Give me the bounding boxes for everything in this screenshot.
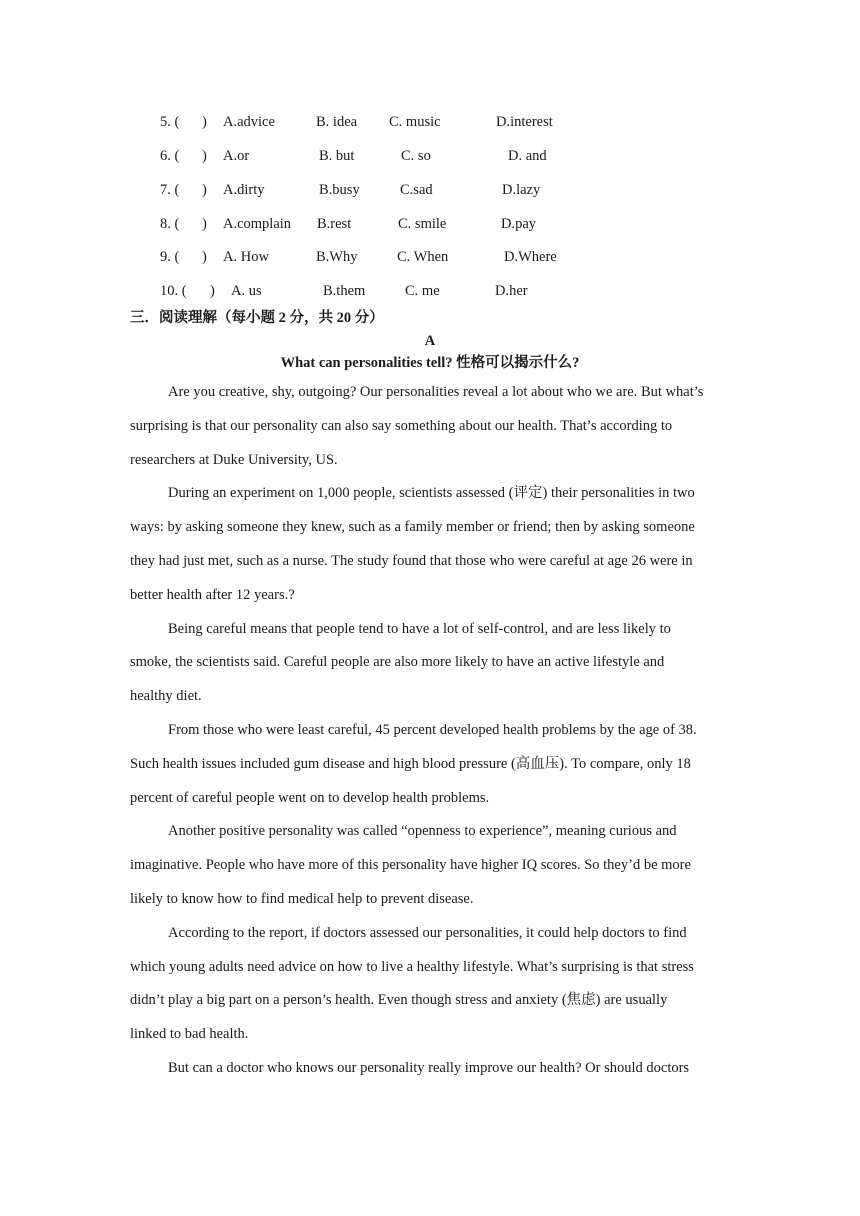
passage-line: likely to know how to find medical help to prevent disease. <box>130 891 474 907</box>
option-c: C. smile <box>398 216 447 232</box>
passage-line: which young adults need advice on how to live a healthy lifestyle. What’s surprising is that stress <box>130 959 694 975</box>
passage-line: healthy diet. <box>130 688 202 704</box>
passage-line: Being careful means that people tend to have a lot of self-control, and are less likely to <box>168 621 671 637</box>
passage-line: percent of careful people went on to develop health problems. <box>130 790 490 806</box>
answer-paren: ) <box>210 283 215 299</box>
option-c: C. so <box>401 148 431 164</box>
option-b: B.Why <box>316 249 358 265</box>
option-b: B. idea <box>316 114 358 130</box>
option-a: A.dirty <box>223 182 265 198</box>
option-c: C. music <box>389 114 441 130</box>
option-a: A. us <box>231 283 262 299</box>
question-number: 10. ( <box>160 283 187 299</box>
answer-paren: ) <box>202 216 207 232</box>
option-a: A. How <box>223 249 269 265</box>
passage-line: But can a doctor who knows our personality really improve our health? Or should doctors <box>168 1060 690 1076</box>
question-number: 6. ( <box>160 148 180 164</box>
option-d: D. and <box>508 148 547 164</box>
option-d: D.pay <box>501 216 537 232</box>
option-d: D.interest <box>496 114 553 130</box>
option-b: B.rest <box>317 216 352 232</box>
option-b: B. but <box>319 148 355 164</box>
option-b: B.them <box>323 283 366 299</box>
passage-line: didn’t play a big part on a person’s health. Even though stress and anxiety (焦虑) are usually <box>130 992 668 1008</box>
passage-line: smoke, the scientists said. Careful people are also more likely to have an active lifestyle and <box>130 654 665 670</box>
passage-title: What can personalities tell? 性格可以揭示什么? <box>280 355 580 371</box>
option-a: A.complain <box>223 216 292 232</box>
answer-paren: ) <box>202 182 207 198</box>
option-a: A.or <box>223 148 250 164</box>
answer-paren: ) <box>202 148 207 164</box>
section-heading: 三．阅读理解（每小题 2 分，共 20 分） <box>130 310 384 326</box>
option-d: D.her <box>495 283 528 299</box>
passage-line: linked to bad health. <box>130 1026 249 1042</box>
passage-label: A <box>424 333 436 349</box>
option-c: C. me <box>405 283 440 299</box>
answer-paren: ) <box>202 114 207 130</box>
passage-line: researchers at Duke University, US. <box>130 452 338 468</box>
answer-paren: ) <box>202 249 207 265</box>
passage-line: From those who were least careful, 45 percent developed health problems by the age of 38. <box>168 722 697 738</box>
question-number: 7. ( <box>160 182 180 198</box>
passage-line: Are you creative, shy, outgoing? Our personalities reveal a lot about who we are. But what’s <box>168 384 704 400</box>
passage-line: According to the report, if doctors assessed our personalities, it could help doctors to find <box>168 925 687 941</box>
passage-line: ways: by asking someone they knew, such as a family member or friend; then by asking someone <box>130 519 695 535</box>
passage-line: imaginative. People who have more of this personality have higher IQ scores. So they’d be more <box>130 857 691 873</box>
question-number: 9. ( <box>160 249 180 265</box>
option-d: D.lazy <box>502 182 541 198</box>
option-b: B.busy <box>319 182 360 198</box>
passage-line: Such health issues included gum disease and high blood pressure (高血压). To compare, only 18 <box>130 756 691 772</box>
option-c: C. When <box>397 249 449 265</box>
passage-line: they had just met, such as a nurse. The study found that those who were careful at age 26 were in <box>130 553 693 569</box>
option-d: D.Where <box>504 249 557 265</box>
passage-line: During an experiment on 1,000 people, scientists assessed (评定) their personalities in two <box>168 485 695 501</box>
question-number: 8. ( <box>160 216 180 232</box>
passage-line: surprising is that our personality can also say something about our health. That’s according to <box>130 418 673 434</box>
question-number: 5. ( <box>160 114 180 130</box>
passage-line: Another positive personality was called “openness to experience”, meaning curious and <box>168 823 677 839</box>
passage-line: better health after 12 years.? <box>130 587 295 603</box>
option-a: A.advice <box>223 114 275 130</box>
option-c: C.sad <box>400 182 433 198</box>
